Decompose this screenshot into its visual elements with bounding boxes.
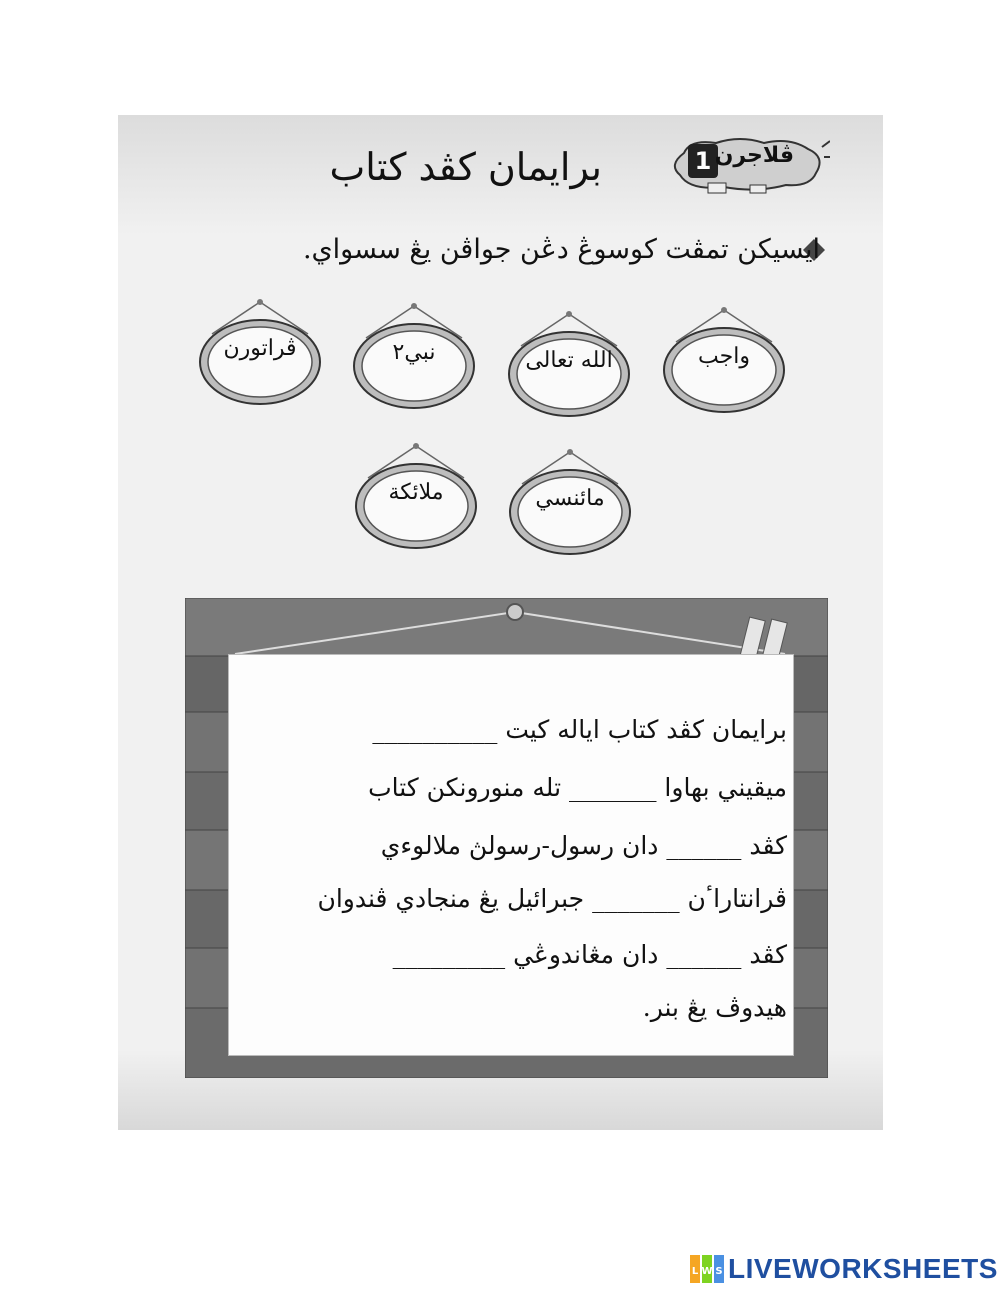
lesson-badge-label: ڤلاجرن xyxy=(714,143,794,168)
sentence-line[interactable]: ڤرانتاراٴن _______ جبرائيل يڠ منجادي ڤندوان xyxy=(317,884,787,913)
word-option[interactable]: نبي٢ xyxy=(392,340,436,365)
word-option[interactable]: ملائكة xyxy=(388,480,444,505)
word-bubble xyxy=(352,442,480,550)
logo-letter-s: S xyxy=(715,1266,723,1277)
logo-letter-w: W xyxy=(701,1266,713,1277)
word-bubble xyxy=(506,448,634,556)
word-option[interactable]: واجب xyxy=(698,344,750,369)
word-bubble xyxy=(505,310,633,418)
instruction-text: ايسيكن تمڤت كوسوڠ دڠن جواڤن يڠ سسواي. xyxy=(302,234,820,265)
sentence-line[interactable]: كڤد ______ دان مڠاندوڠي _________ xyxy=(392,940,787,969)
word-option[interactable]: مائنسي xyxy=(535,486,605,511)
word-bubble xyxy=(196,298,324,406)
sentence-line: هيدوڤ يڠ بنر. xyxy=(642,993,787,1022)
footer-brand xyxy=(690,1252,998,1286)
sentence-line[interactable]: برايمان كڤد كتاب اياله كيت __________ xyxy=(372,715,787,744)
lesson-title: برايمان كڤد كتاب xyxy=(329,145,602,189)
liveworksheets-logo-icon xyxy=(690,1253,724,1285)
lesson-header xyxy=(330,135,830,205)
word-bubble xyxy=(660,306,788,414)
sentence-line[interactable]: ميقيني بهاوا _______ تله منورونكن كتاب xyxy=(368,773,787,802)
word-option[interactable]: الله تعالى xyxy=(525,348,613,373)
lesson-badge xyxy=(660,135,830,197)
word-option[interactable]: ڤراتورن xyxy=(223,336,297,361)
sentence-line[interactable]: كڤد ______ دان رسول-رسولڽ ملالوءي xyxy=(380,831,787,860)
lesson-number: 1 xyxy=(688,144,718,178)
logo-letter-l: L xyxy=(691,1266,699,1277)
word-bubble xyxy=(350,302,478,410)
brand-name: LIVEWORKSHEETS xyxy=(728,1253,998,1284)
